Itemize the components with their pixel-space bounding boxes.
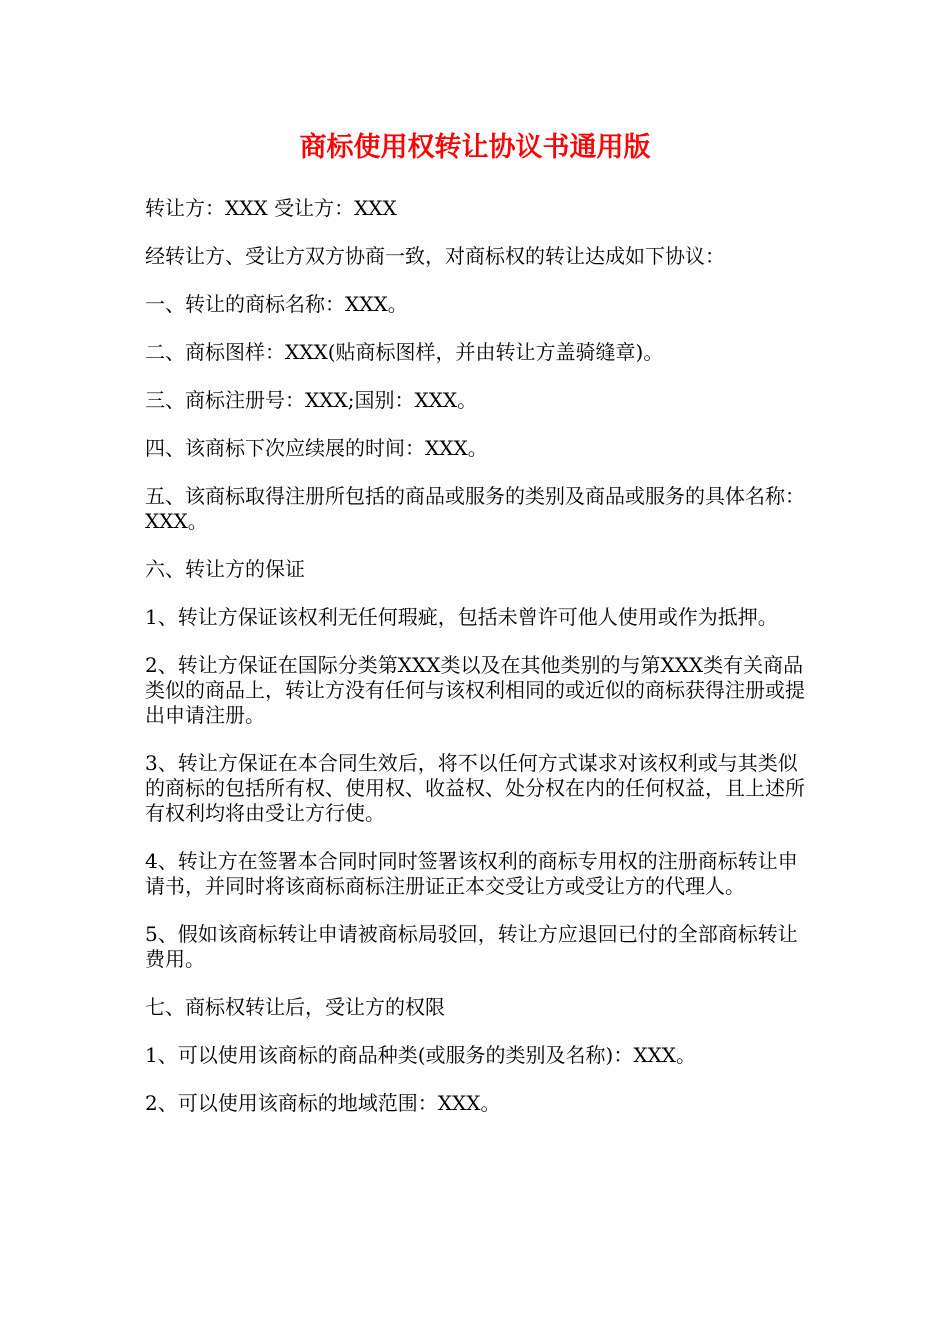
clause-5-goods-services: 五、该商标取得注册所包括的商品或服务的类别及商品或服务的具体名称：XXX。 xyxy=(145,484,805,533)
clause-7-item-1: 1、可以使用该商标的商品种类(或服务的类别及名称)：XXX。 xyxy=(145,1043,697,1067)
clause-7-heading: 七、商标权转让后，受让方的权限 xyxy=(145,995,445,1019)
clause-6-item-3: 3、转让方保证在本合同生效后，将不以任何方式谋求对该权利或与其类似的商标的包括所有权、使用权、收益权、处分权在内的任何权益，且上述所有权利均将由受让方行使。 xyxy=(145,751,805,825)
document-title: 商标使用权转让协议书通用版 xyxy=(299,132,651,163)
clause-7-item-2: 2、可以使用该商标的地域范围：XXX。 xyxy=(145,1091,501,1115)
clause-6-heading: 六、转让方的保证 xyxy=(145,557,305,581)
clause-6-item-1: 1、转让方保证该权利无任何瑕疵，包括未曾许可他人使用或作为抵押。 xyxy=(145,605,778,629)
clause-6-item-2: 2、转让方保证在国际分类第XXX类以及在其他类别的与第XXX类有关商品类似的商品上，转让方没有任何与该权利相同的或近似的商标获得注册或提出申请注册。 xyxy=(145,653,805,727)
parties-line: 转让方：XXX 受让方：XXX xyxy=(145,196,397,220)
clause-6-item-4: 4、转让方在签署本合同时同时签署该权利的商标专用权的注册商标转让申请书，并同时将该商标商标注册证正本交受让方或受让方的代理人。 xyxy=(145,849,798,898)
clause-6-item-5: 5、假如该商标转让申请被商标局驳回，转让方应退回已付的全部商标转让费用。 xyxy=(145,922,798,971)
clause-1-trademark-name: 一、转让的商标名称：XXX。 xyxy=(145,292,408,316)
clause-3-registration-number: 三、商标注册号：XXX;国别：XXX。 xyxy=(145,388,478,412)
clause-2-trademark-design: 二、商标图样：XXX(贴商标图样，并由转让方盖骑缝章)。 xyxy=(145,340,664,364)
agreement-intro: 经转让方、受让方双方协商一致，对商标权的转让达成如下协议： xyxy=(145,244,725,268)
clause-4-renewal-time: 四、该商标下次应续展的时间：XXX。 xyxy=(145,436,488,460)
document-body xyxy=(145,196,810,1139)
